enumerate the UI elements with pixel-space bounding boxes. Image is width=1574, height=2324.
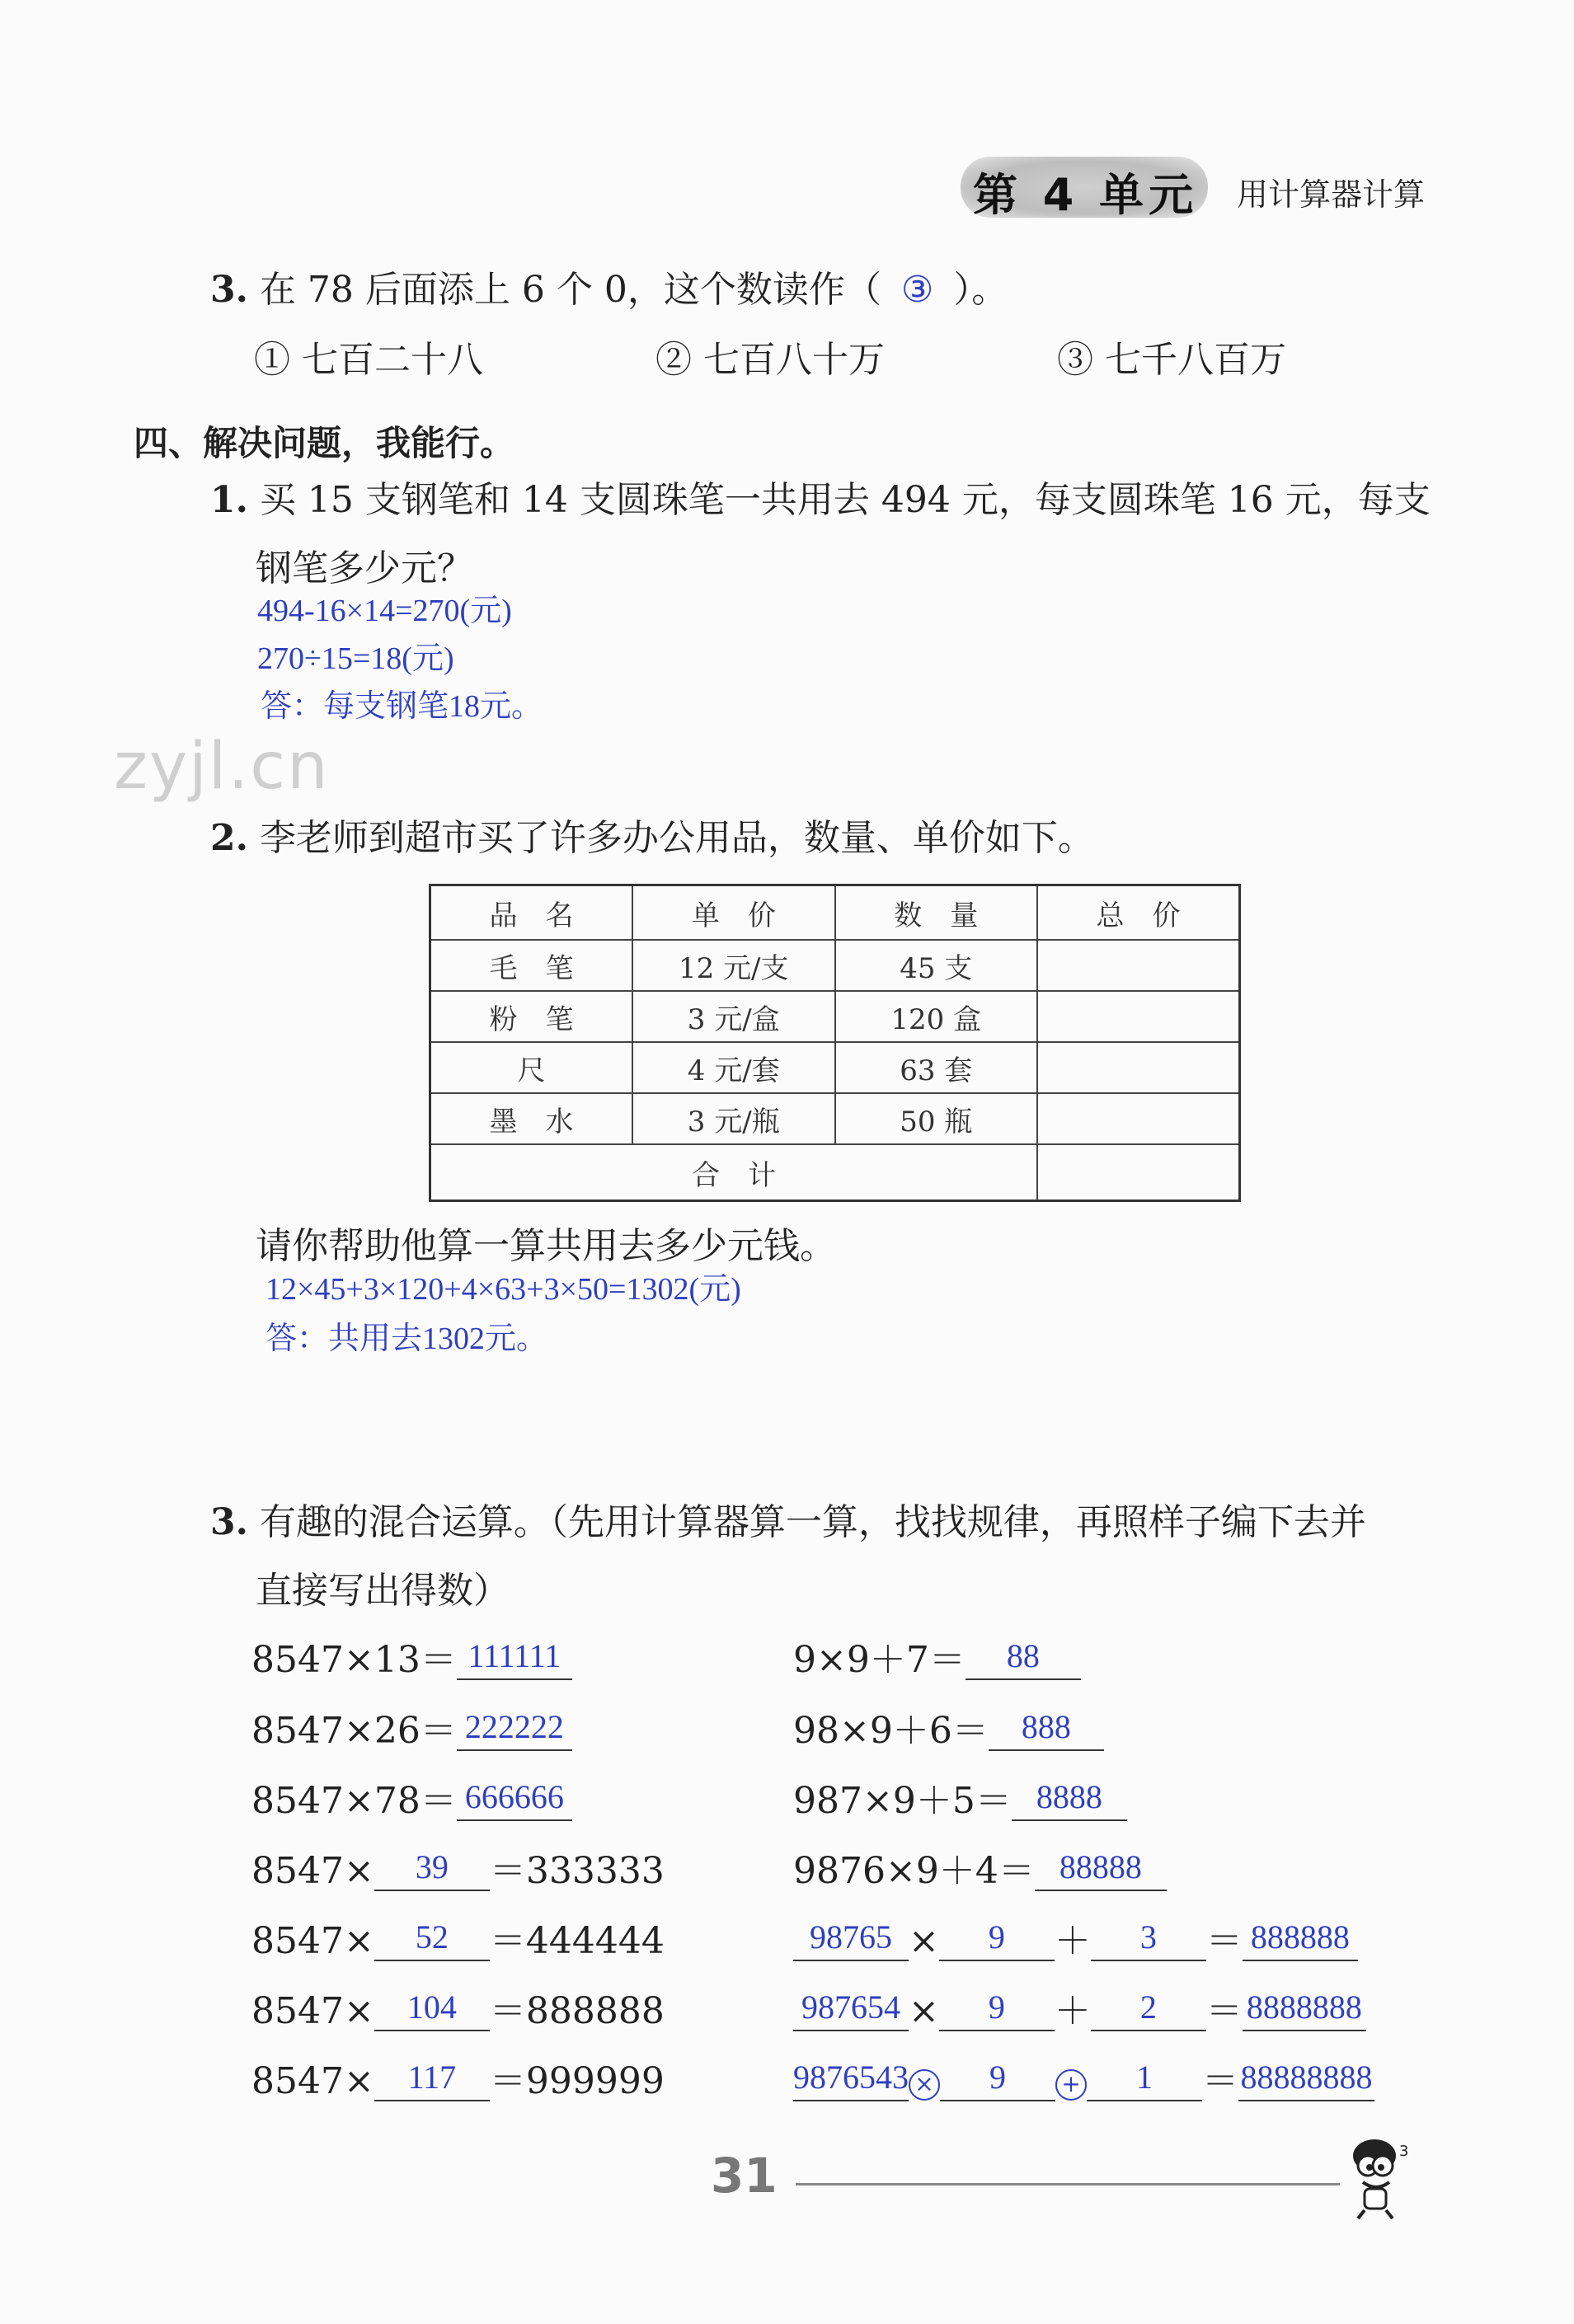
answer-blank[interactable] xyxy=(989,1708,1104,1751)
answer-blank[interactable] xyxy=(793,1988,909,2031)
unit-title: 第 4 单元 xyxy=(973,169,1199,221)
blank-value: 9876543 xyxy=(793,2059,909,2096)
answer-blank[interactable] xyxy=(939,1988,1055,2031)
eq-operator: ＋ xyxy=(1054,1990,1091,2032)
eq-text: 987×9＋5＝ xyxy=(793,1780,1012,1822)
p2-answer-1: 12×45+3×120+4×63+3×50=1302(元) xyxy=(265,1272,741,1307)
table-cell-empty[interactable] xyxy=(1037,991,1240,1042)
blank-value: 987654 xyxy=(801,1988,900,2026)
table-cell: 3 元/瓶 xyxy=(632,1093,835,1144)
table-cell-empty[interactable] xyxy=(1037,1093,1240,1144)
table-cell: 45 支 xyxy=(835,940,1038,991)
table-row xyxy=(430,1093,1240,1144)
answer-blank[interactable] xyxy=(940,2059,1055,2101)
left-eq-1 xyxy=(251,1637,572,1681)
header-cell: 总 价 xyxy=(1037,885,1240,941)
table-cell: 3 元/盒 xyxy=(632,991,835,1042)
answer-blank[interactable] xyxy=(374,2059,490,2101)
q3-text-before: 在 78 后面添上 6 个 0，这个数读作（ xyxy=(259,269,881,311)
answer-blank[interactable] xyxy=(1091,1988,1206,2031)
blank-value: 2 xyxy=(1139,1988,1157,2026)
p2-number: 2. xyxy=(210,817,248,859)
p1-text-1: 买 15 支钢笔和 14 支圆珠笔一共用去 494 元，每支圆珠笔 16 元，每支 xyxy=(259,479,1431,521)
blank-value: 8888 xyxy=(1036,1778,1102,1815)
blank-value: 104 xyxy=(406,1988,457,2026)
table-cell-empty[interactable] xyxy=(1037,1144,1240,1201)
blank-value: 52 xyxy=(415,1918,449,1955)
eq-text: ＝999999 xyxy=(489,2060,665,2102)
right-fill-eq-3 xyxy=(793,2059,1374,2102)
table-cell: 毛 笔 xyxy=(430,940,633,991)
right-eq-4 xyxy=(793,1848,1167,1892)
table-row xyxy=(430,940,1240,991)
eq-operator: ＋ xyxy=(1054,1920,1091,1962)
table-row xyxy=(430,1042,1240,1093)
footer-line xyxy=(796,2183,1340,2185)
table-cell: 墨 水 xyxy=(430,1093,633,1144)
answer-blank[interactable] xyxy=(374,1848,490,1891)
p1-answer-1: 494-16×14=270(元) xyxy=(257,594,512,628)
total-label: 合 计 xyxy=(430,1144,1038,1201)
eq-text: 8547× xyxy=(251,2060,374,2102)
blank-value: 888888 xyxy=(1250,1918,1350,1955)
eq-text: 8547×26＝ xyxy=(251,1710,457,1752)
answer-blank[interactable] xyxy=(1238,2059,1374,2101)
p3-number: 3. xyxy=(210,1501,248,1543)
table-cell-empty[interactable] xyxy=(1037,940,1240,991)
blank-value: 8888888 xyxy=(1246,1988,1362,2026)
eq-operator: ＝ xyxy=(1202,2060,1238,2102)
blank-value: 88888888 xyxy=(1240,2059,1373,2096)
table-row xyxy=(430,991,1240,1042)
eq-operator: ＝ xyxy=(1205,1990,1243,2032)
page-number: 31 xyxy=(711,2148,778,2204)
answer-blank[interactable] xyxy=(1035,1848,1167,1891)
answer-blank[interactable] xyxy=(793,1918,909,1961)
p1-answer-2: 270÷15=18(元) xyxy=(257,641,454,676)
table-cell: 120 盒 xyxy=(835,991,1038,1042)
p3-line1 xyxy=(210,1501,1366,1543)
blank-value: 1 xyxy=(1136,2059,1153,2096)
unit-subtitle: 用计算器计算 xyxy=(1237,176,1426,213)
q3-text-after: ）。 xyxy=(953,269,1008,311)
answer-blank[interactable] xyxy=(457,1778,572,1821)
answer-blank[interactable] xyxy=(1087,2059,1202,2101)
table-cell: 63 套 xyxy=(835,1042,1038,1093)
answer-blank[interactable] xyxy=(1243,1988,1366,2031)
header-cell: 品 名 xyxy=(430,885,633,941)
q3-option-2: ② 七百八十万 xyxy=(655,339,885,381)
left-eq-4 xyxy=(251,1848,665,1892)
blank-value: 117 xyxy=(407,2059,457,2096)
blank-value: 88 xyxy=(1006,1637,1040,1674)
table-cell-empty[interactable] xyxy=(1037,1042,1240,1093)
answer-blank[interactable] xyxy=(793,2059,909,2101)
blank-value: 222222 xyxy=(464,1708,564,1745)
p1-number: 1. xyxy=(210,479,248,521)
blank-value: 9 xyxy=(988,1918,1005,1955)
plus-circle-icon: + xyxy=(1055,2069,1087,2101)
eq-text: 9876×9＋4＝ xyxy=(793,1850,1035,1892)
blank-value: 666666 xyxy=(464,1778,564,1815)
p2-answer-2: 答：共用去1302元。 xyxy=(265,1322,548,1356)
right-eq-3 xyxy=(793,1778,1127,1822)
table-cell: 12 元/支 xyxy=(632,940,835,991)
blank-value: 111111 xyxy=(468,1637,561,1674)
eq-text: ＝888888 xyxy=(489,1990,665,2032)
left-eq-5 xyxy=(251,1918,665,1962)
p2-question: 请你帮助他算一算共用去多少元钱。 xyxy=(256,1225,836,1267)
left-eq-3 xyxy=(251,1778,572,1822)
answer-blank[interactable] xyxy=(374,1918,490,1961)
price-table xyxy=(429,884,1241,1202)
right-eq-1 xyxy=(793,1637,1081,1681)
answer-blank[interactable] xyxy=(1012,1778,1127,1821)
right-fill-eq-2 xyxy=(793,1988,1366,2032)
eq-operator: × xyxy=(909,1990,939,2032)
left-eq-7 xyxy=(251,2059,665,2102)
blank-value: 88888 xyxy=(1059,1848,1142,1885)
right-eq-2 xyxy=(793,1708,1104,1752)
table-cell: 尺 xyxy=(430,1042,633,1093)
answer-blank[interactable] xyxy=(1091,1918,1206,1961)
answer-blank[interactable] xyxy=(939,1918,1055,1961)
blank-value: 3 xyxy=(1139,1918,1157,1955)
section-4-title: 四、解决问题，我能行。 xyxy=(134,423,515,463)
eq-operator: ＝ xyxy=(1205,1920,1243,1962)
header-cell: 数 量 xyxy=(835,885,1038,941)
q3-answer: ③ xyxy=(900,269,934,311)
left-eq-6 xyxy=(251,1988,665,2032)
table-total-row xyxy=(430,1144,1240,1201)
p1-answer-3: 答：每支钢笔18元。 xyxy=(261,689,543,724)
eq-text: 8547× xyxy=(251,1990,374,2032)
answer-blank[interactable] xyxy=(966,1637,1081,1680)
table-cell: 4 元/套 xyxy=(632,1042,835,1093)
answer-blank[interactable] xyxy=(457,1708,572,1751)
answer-blank[interactable] xyxy=(1243,1918,1358,1961)
eq-text: ＝333333 xyxy=(489,1850,665,1892)
svg-text:3: 3 xyxy=(1399,2143,1409,2160)
p2-line xyxy=(210,817,1094,859)
header-cell: 单 价 xyxy=(632,885,835,941)
table-header-row xyxy=(430,885,1240,941)
p3-line2: 直接写出得数） xyxy=(256,1570,510,1612)
p1-line2: 钢笔多少元？ xyxy=(256,547,473,589)
answer-blank[interactable] xyxy=(457,1637,572,1680)
p1-line1 xyxy=(210,479,1431,521)
q3-option-1: ① 七百二十八 xyxy=(254,339,483,381)
eq-text: 8547×13＝ xyxy=(251,1639,457,1681)
eq-text: 98×9＋6＝ xyxy=(793,1710,989,1752)
blank-value: 9 xyxy=(988,1988,1005,2026)
eq-text: 8547× xyxy=(251,1850,374,1892)
p2-text: 李老师到超市买了许多办公用品，数量、单价如下。 xyxy=(259,817,1094,859)
right-fill-eq-1 xyxy=(793,1918,1358,1962)
left-eq-2 xyxy=(251,1708,572,1752)
table-cell: 50 瓶 xyxy=(835,1093,1038,1144)
eq-text: 9×9＋7＝ xyxy=(793,1639,966,1681)
blank-value: 98765 xyxy=(810,1918,892,1955)
eq-text: 8547×78＝ xyxy=(251,1780,457,1822)
answer-blank[interactable] xyxy=(374,1988,490,2031)
blank-value: 39 xyxy=(415,1848,449,1885)
eq-text: ＝444444 xyxy=(489,1920,665,1962)
p3-text-1: 有趣的混合运算。（先用计算器算一算，找找规律，再照样子编下去并 xyxy=(259,1501,1366,1543)
watermark: zyjl.cn xyxy=(114,730,330,804)
q3-line xyxy=(210,269,1008,311)
table-cell: 粉 笔 xyxy=(430,991,633,1042)
blank-value: 9 xyxy=(989,2059,1006,2096)
times-circle-icon: × xyxy=(909,2069,940,2101)
eq-operator: × xyxy=(909,1920,939,1962)
cartoon-mascot-icon xyxy=(1340,2131,1414,2222)
blank-value: 888 xyxy=(1021,1708,1071,1745)
q3-number: 3. xyxy=(210,269,248,311)
eq-text: 8547× xyxy=(251,1920,374,1962)
q3-option-3: ③ 七千八百万 xyxy=(1057,339,1286,381)
